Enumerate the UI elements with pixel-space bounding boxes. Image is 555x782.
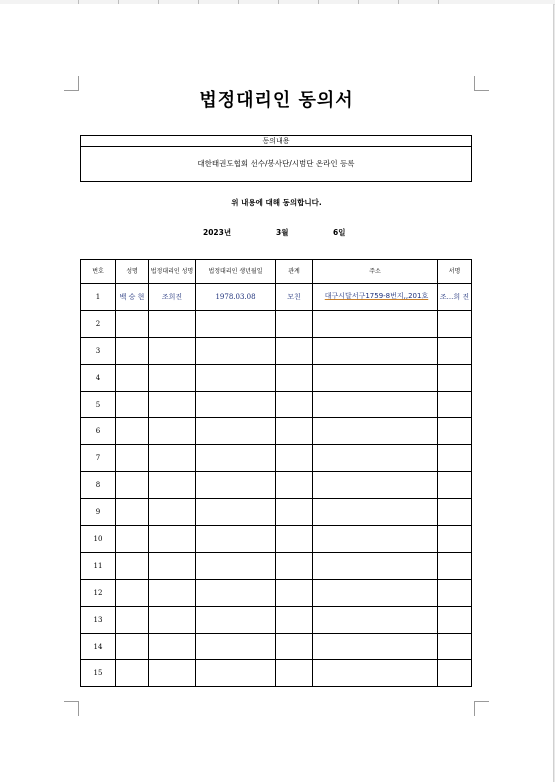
cell-signature[interactable] — [438, 310, 472, 337]
header-number: 번호 — [81, 260, 116, 284]
table-row — [81, 445, 472, 472]
table-row — [81, 606, 472, 633]
cell-signature[interactable] — [438, 418, 472, 445]
cell-signature[interactable]: 조...희 진 — [438, 284, 472, 311]
date-year: 2023년 — [203, 228, 232, 237]
cell-guardian-birth[interactable] — [196, 418, 276, 445]
cell-guardian-birth[interactable] — [196, 552, 276, 579]
cell-guardian-birth[interactable] — [196, 364, 276, 391]
cell-name[interactable] — [116, 364, 149, 391]
cell-signature[interactable] — [438, 445, 472, 472]
cell-relation[interactable] — [276, 660, 313, 687]
cell-address[interactable] — [313, 552, 438, 579]
table-row — [81, 660, 472, 687]
cell-name[interactable] — [116, 472, 149, 499]
cell-address[interactable] — [313, 337, 438, 364]
header-guardian-birth: 법정대리인 생년월일 — [196, 260, 276, 284]
table-row — [81, 579, 472, 606]
cell-relation[interactable] — [276, 337, 313, 364]
cell-name[interactable] — [116, 526, 149, 553]
cell-number[interactable]: 10 — [81, 526, 116, 553]
cell-guardian-birth[interactable] — [196, 337, 276, 364]
cell-signature[interactable] — [438, 660, 472, 687]
table-row — [81, 526, 472, 553]
cell-guardian-birth[interactable] — [196, 445, 276, 472]
cell-guardian-birth[interactable] — [196, 579, 276, 606]
cell-guardian-birth[interactable] — [196, 606, 276, 633]
table-row — [81, 284, 472, 311]
cell-number[interactable]: 1 — [81, 284, 116, 311]
cell-relation[interactable] — [276, 499, 313, 526]
cell-guardian-name[interactable] — [149, 633, 196, 660]
cell-name[interactable] — [116, 499, 149, 526]
cell-name[interactable] — [116, 310, 149, 337]
cell-name[interactable] — [116, 579, 149, 606]
cell-signature[interactable] — [438, 364, 472, 391]
cell-address[interactable] — [313, 364, 438, 391]
cell-number[interactable]: 7 — [81, 445, 116, 472]
table-header-row — [81, 260, 472, 284]
cell-name[interactable] — [116, 418, 149, 445]
cell-number[interactable]: 12 — [81, 579, 116, 606]
cell-address[interactable] — [313, 499, 438, 526]
cell-number[interactable]: 2 — [81, 310, 116, 337]
cell-relation[interactable] — [276, 526, 313, 553]
cell-relation[interactable]: 모친 — [276, 284, 313, 311]
header-name: 성명 — [116, 260, 149, 284]
cell-number[interactable]: 8 — [81, 472, 116, 499]
table-row — [81, 499, 472, 526]
consent-header: 동의내용 — [81, 136, 471, 147]
header-address: 주소 — [313, 260, 438, 284]
cell-address[interactable] — [313, 418, 438, 445]
cell-guardian-birth[interactable] — [196, 310, 276, 337]
cell-guardian-name[interactable] — [149, 418, 196, 445]
cell-signature[interactable] — [438, 472, 472, 499]
cell-guardian-birth[interactable] — [196, 633, 276, 660]
cell-guardian-name[interactable] — [149, 310, 196, 337]
cell-guardian-birth[interactable] — [196, 660, 276, 687]
cell-number[interactable]: 4 — [81, 364, 116, 391]
cell-relation[interactable] — [276, 606, 313, 633]
page-title: 법정대리인 동의서 — [199, 90, 354, 111]
cell-name[interactable]: 백 승 현 — [116, 284, 149, 311]
crop-mark-bottom-right — [474, 701, 489, 716]
table-row — [81, 633, 472, 660]
cell-guardian-birth[interactable] — [196, 526, 276, 553]
cell-signature[interactable] — [438, 337, 472, 364]
cell-address[interactable] — [313, 660, 438, 687]
table-row — [81, 310, 472, 337]
cell-guardian-name[interactable] — [149, 391, 196, 418]
agree-statement: 위 내용에 대해 동의합니다. — [231, 198, 322, 207]
cell-number[interactable]: 11 — [81, 552, 116, 579]
table-row — [81, 418, 472, 445]
cell-number[interactable]: 13 — [81, 606, 116, 633]
cell-number[interactable]: 9 — [81, 499, 116, 526]
cell-address[interactable] — [313, 633, 438, 660]
cell-relation[interactable] — [276, 445, 313, 472]
cell-address[interactable] — [313, 526, 438, 553]
cell-signature[interactable] — [438, 526, 472, 553]
cell-guardian-birth[interactable] — [196, 391, 276, 418]
header-signature: 서명 — [438, 260, 472, 284]
cell-name[interactable] — [116, 660, 149, 687]
cell-guardian-name[interactable] — [149, 445, 196, 472]
cell-relation[interactable] — [276, 552, 313, 579]
cell-name[interactable] — [116, 445, 149, 472]
cell-guardian-name[interactable] — [149, 579, 196, 606]
cell-address[interactable] — [313, 472, 438, 499]
cell-name[interactable] — [116, 337, 149, 364]
cell-signature[interactable] — [438, 552, 472, 579]
cell-address[interactable]: 대구시달서구1759-8번지,,201호 — [313, 284, 438, 311]
cell-guardian-name[interactable] — [149, 337, 196, 364]
cell-number[interactable]: 5 — [81, 391, 116, 418]
document-page — [0, 4, 554, 782]
cell-relation[interactable] — [276, 391, 313, 418]
cell-signature[interactable] — [438, 606, 472, 633]
consent-box — [80, 135, 472, 182]
cell-address[interactable] — [313, 579, 438, 606]
signature-table — [80, 259, 472, 687]
cell-guardian-name[interactable] — [149, 364, 196, 391]
cell-name[interactable] — [116, 606, 149, 633]
cell-address[interactable] — [313, 310, 438, 337]
table-row — [81, 472, 472, 499]
cell-guardian-birth[interactable] — [196, 499, 276, 526]
cell-guardian-birth[interactable]: 1978.03.08 — [196, 284, 276, 311]
cell-number[interactable]: 3 — [81, 337, 116, 364]
cell-guardian-name[interactable] — [149, 526, 196, 553]
cell-relation[interactable] — [276, 579, 313, 606]
cell-relation[interactable] — [276, 310, 313, 337]
table-row — [81, 364, 472, 391]
header-guardian-name: 법정대리인 성명 — [149, 260, 196, 284]
cell-relation[interactable] — [276, 633, 313, 660]
cell-guardian-name[interactable] — [149, 606, 196, 633]
cell-number[interactable]: 14 — [81, 633, 116, 660]
cell-name[interactable] — [116, 391, 149, 418]
cell-address[interactable] — [313, 445, 438, 472]
cell-signature[interactable] — [438, 633, 472, 660]
cell-address[interactable] — [313, 606, 438, 633]
header-relation: 관계 — [276, 260, 313, 284]
cell-name[interactable] — [116, 633, 149, 660]
cell-number[interactable]: 6 — [81, 418, 116, 445]
cell-relation[interactable] — [276, 418, 313, 445]
cell-signature[interactable] — [438, 579, 472, 606]
cell-relation[interactable] — [276, 472, 313, 499]
table-row — [81, 337, 472, 364]
cell-name[interactable] — [116, 552, 149, 579]
cell-guardian-name[interactable]: 조희진 — [149, 284, 196, 311]
cell-guardian-name[interactable] — [149, 552, 196, 579]
date-month: 3월 — [276, 228, 289, 237]
cell-signature[interactable] — [438, 391, 472, 418]
cell-signature[interactable] — [438, 499, 472, 526]
cell-relation[interactable] — [276, 364, 313, 391]
cell-number[interactable]: 15 — [81, 660, 116, 687]
date-day: 6일 — [333, 228, 346, 237]
table-row — [81, 552, 472, 579]
consent-body: 대한태권도협회 선수/봉사단/시범단 온라인 등록 — [197, 159, 355, 168]
cell-guardian-birth[interactable] — [196, 472, 276, 499]
cell-address[interactable] — [313, 391, 438, 418]
crop-mark-bottom-left — [64, 701, 79, 716]
cell-guardian-name[interactable] — [149, 660, 196, 687]
cell-guardian-name[interactable] — [149, 472, 196, 499]
table-row — [81, 391, 472, 418]
cell-guardian-name[interactable] — [149, 499, 196, 526]
